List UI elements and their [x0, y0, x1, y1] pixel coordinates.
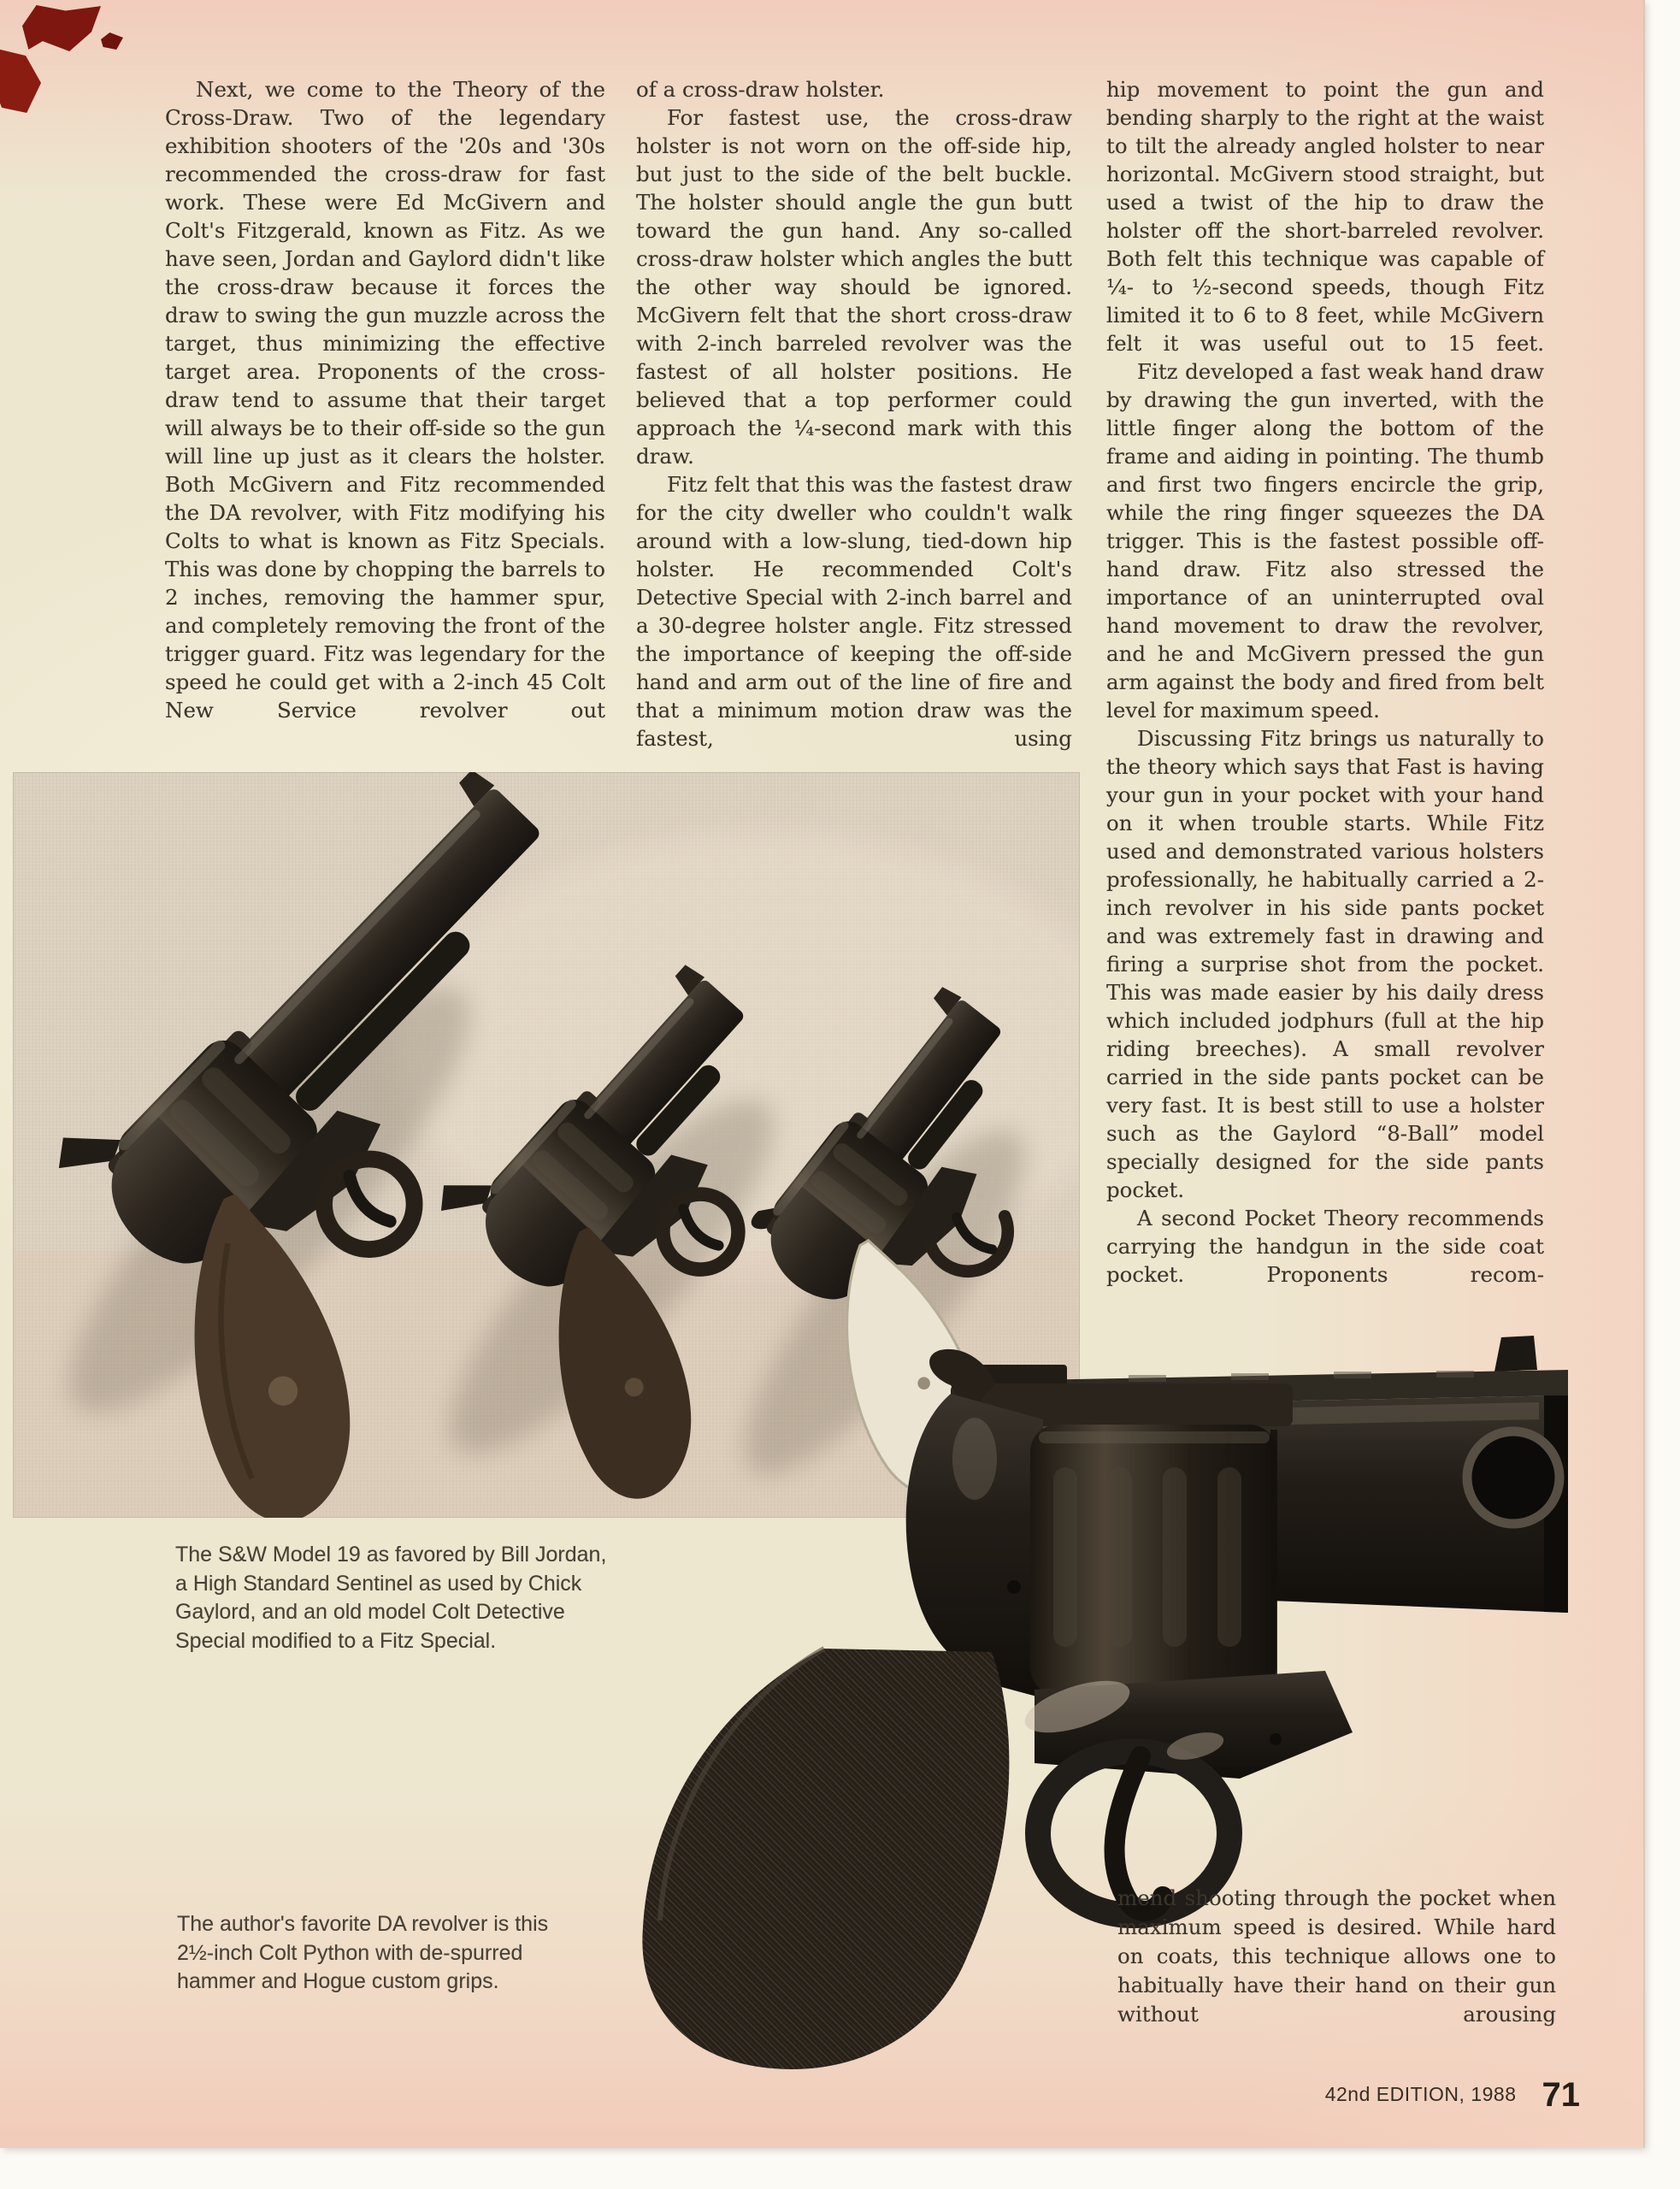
- paragraph: For fastest use, the cross-draw holster is not worn on the off-side hip, but just to the side of the belt buckle. The holster should angle the gun butt toward the gun hand. Any so-called cross-draw holster which angles the butt the other way should be ignored. McGivern felt that the short cross-draw with 2-inch barreled revolver was the fastest of all holster positions. He believed that a top performer could approach the ¼-second mark with this draw.: [636, 105, 1072, 469]
- paragraph: Next, we come to the Theory of the Cross-Draw. Two of the legendary exhibition shooters of the '20s and '30s recommended the cross-draw for fast work. These were Ed McGivern and Colt's Fitzgerald, known as Fitz. As we have seen, Jordan and Gaylord didn't like the cross-draw because it forces the draw to swing the gun muzzle across the target, thus minimizing the effective target area. Proponents of the cross-draw tend to assume that their target will always be to their off-side so the gun will line up just as it clears the holster. Both McGivern and Fitz recommended the DA revolver, with Fitz modifying his Colts to what is known as Fitz Specials. This was done by chopping the barrels to 2 inches, removing the hammer spur, and completely removing the front of the trigger guard. Fitz was legendary for the speed he could get with a 2-inch 45 Colt New Service revolver out: [165, 77, 605, 723]
- ink-mark: [0, 48, 41, 113]
- photo1-caption: The S&W Model 19 as favored by Bill Jordan, a High Standard Sentinel as used by Chick Gaylord, and an old model Colt Detective Special modified to a Fitz Special.: [175, 1543, 607, 1653]
- ink-mark: [22, 5, 101, 51]
- continuation-text: mend shooting through the pocket when maximum speed is desired. While hard on coats, this technique allows one to habitually have their hand on their gun without arousing: [1117, 1885, 1556, 2027]
- edition-label: 42nd EDITION, 1988: [1324, 2083, 1517, 2105]
- paragraph: Fitz developed a fast weak hand draw by drawing the gun inverted, with the little finger along the bottom of the frame and aiding in pointing. The thumb and first two fingers encircle the grip, while the ring finger squeezes the DA trigger. This is the fastest possible off-hand draw. Fitz also stressed the importance of an uninterrupted oval hand movement to draw the revolver, and he and McGivern pressed the gun arm against the body and fired from belt level for maximum speed.: [1106, 359, 1544, 723]
- text-column-2: [636, 75, 1072, 752]
- text-column-3: [1106, 75, 1544, 1289]
- paragraph: of a cross-draw holster.: [636, 77, 885, 102]
- page-number: 71: [1541, 2076, 1580, 2114]
- text-column-1: [165, 75, 605, 724]
- paragraph: hip movement to point the gun and bending sharply to the right at the waist to tilt the already angled holster to near horizontal. McGivern stood straight, but used a twist of the hip to draw the holster off the short-barreled revolver. Both felt this technique was capable of ¼- to ½-second speeds, though Fitz limited it to 6 to 8 feet, while McGivern felt it was useful out to 15 feet.: [1106, 77, 1544, 356]
- paragraph: Discussing Fitz brings us naturally to the theory which says that Fast is having your gun in your pocket with your hand on it when trouble starts. While Fitz used and demonstrated various holsters professionally, he habitually carried a 2-inch revolver in his side pants pocket and was extremely fast in drawing and firing a surprise shot from the pocket. This was made easier by his daily dress which included jodphurs (full at the hip riding breeches). A small revolver carried in the side pants pocket can be very fast. It is best still to use a holster such as the Gaylord “8-Ball” model specially designed for the side pants pocket.: [1106, 726, 1544, 1202]
- photo2-caption: The author's favorite DA revolver is this 2½-inch Colt Python with de-spurred hammer and Hogue custom grips.: [177, 1912, 549, 1993]
- paragraph: Fitz felt that this was the fastest draw for the city dweller who couldn't walk around with a low-slung, tied-down hip holster. He recommended Colt's Detective Special with 2-inch barrel and a 30-degree holster angle. Fitz stressed the importance of keeping the off-side hand and arm out of the line of fire and that a minimum motion draw was the fastest, using: [636, 472, 1072, 751]
- ink-mark: [101, 32, 123, 50]
- paragraph: A second Pocket Theory recommends carrying the handgun in the side coat pocket. Proponents recom-: [1106, 1206, 1544, 1287]
- page-footer: [1111, 2076, 1580, 2115]
